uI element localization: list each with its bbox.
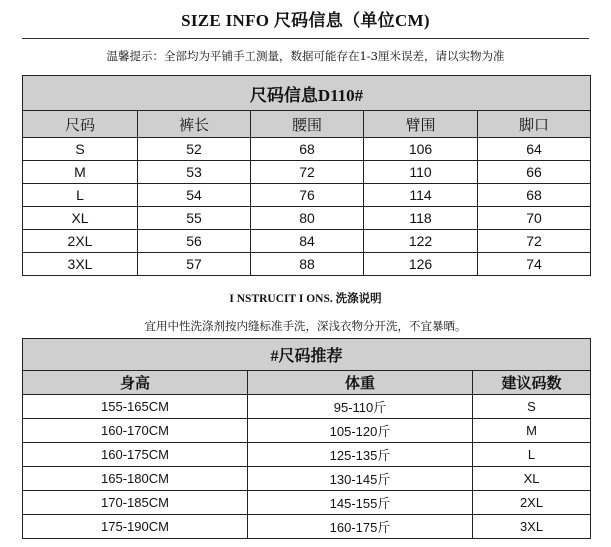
table-row: [23, 443, 591, 467]
rec-table-header: 体重: [248, 371, 473, 395]
hem-cell: 68: [478, 184, 591, 207]
hem-cell: 70: [478, 207, 591, 230]
height-cell: 165-180CM: [23, 467, 248, 491]
length-cell: 54: [138, 184, 251, 207]
length-cell: 56: [138, 230, 251, 253]
table-row: [23, 491, 591, 515]
suggested-size-cell: XL: [473, 467, 591, 491]
hem-cell: 66: [478, 161, 591, 184]
length-cell: 55: [138, 207, 251, 230]
suggested-size-cell: 2XL: [473, 491, 591, 515]
rec-table-caption-row: [23, 339, 591, 371]
waist-cell: 72: [251, 161, 364, 184]
size-cell: XL: [23, 207, 138, 230]
size-cell: M: [23, 161, 138, 184]
waist-cell: 88: [251, 253, 364, 276]
suggested-size-cell: L: [473, 443, 591, 467]
height-cell: 175-190CM: [23, 515, 248, 539]
waist-cell: 68: [251, 138, 364, 161]
table-row: [23, 467, 591, 491]
suggested-size-cell: 3XL: [473, 515, 591, 539]
rec-table-header: 建议码数: [473, 371, 591, 395]
hem-cell: 72: [478, 230, 591, 253]
table-row: [23, 253, 591, 276]
size-table-caption-row: [23, 76, 591, 111]
height-cell: 155-165CM: [23, 395, 248, 419]
hip-cell: 122: [364, 230, 478, 253]
size-table-header-row: [23, 111, 591, 138]
hip-cell: 114: [364, 184, 478, 207]
hem-cell: 64: [478, 138, 591, 161]
suggested-size-cell: S: [473, 395, 591, 419]
table-row: [23, 138, 591, 161]
length-cell: 57: [138, 253, 251, 276]
size-cell: 3XL: [23, 253, 138, 276]
waist-cell: 76: [251, 184, 364, 207]
wash-instructions: 宜用中性洗涤剂按内缝标准手洗，深浅衣物分开洗，不宜暴晒。: [144, 319, 467, 333]
page-title: SIZE INFO 尺码信息（单位CM): [181, 11, 430, 30]
size-info-table: [22, 75, 591, 276]
hip-cell: 106: [364, 138, 478, 161]
height-cell: 160-175CM: [23, 443, 248, 467]
length-cell: 53: [138, 161, 251, 184]
table-row: [23, 419, 591, 443]
size-cell: S: [23, 138, 138, 161]
table-row: [23, 184, 591, 207]
instructions-title: I NSTRUCIT I ONS. 洗涤说明: [229, 293, 382, 305]
size-table-header: 裤长: [138, 111, 251, 138]
waist-cell: 84: [251, 230, 364, 253]
weight-cell: 160-175斤: [248, 515, 473, 539]
size-table-header: 臂围: [364, 111, 478, 138]
size-table-header: 腰围: [251, 111, 364, 138]
height-cell: 170-185CM: [23, 491, 248, 515]
measurement-hint: 温馨提示：全部均为平铺手工测量，数据可能存在1-3厘米误差，请以实物为准: [106, 49, 505, 63]
weight-cell: 105-120斤: [248, 419, 473, 443]
suggested-size-cell: M: [473, 419, 591, 443]
size-table-header: 尺码: [23, 111, 138, 138]
size-cell: 2XL: [23, 230, 138, 253]
table-row: [23, 395, 591, 419]
size-table-caption: 尺码信息D110#: [23, 76, 591, 111]
weight-cell: 95-110斤: [248, 395, 473, 419]
table-row: [23, 230, 591, 253]
rec-table-caption: #尺码推荐: [23, 339, 591, 371]
weight-cell: 145-155斤: [248, 491, 473, 515]
hip-cell: 126: [364, 253, 478, 276]
table-row: [23, 515, 591, 539]
title-divider: [22, 38, 589, 39]
size-cell: L: [23, 184, 138, 207]
waist-cell: 80: [251, 207, 364, 230]
size-recommendation-table: [22, 338, 591, 539]
weight-cell: 130-145斤: [248, 467, 473, 491]
hem-cell: 74: [478, 253, 591, 276]
rec-table-header: 身高: [23, 371, 248, 395]
size-table-header: 脚口: [478, 111, 591, 138]
rec-table-header-row: [23, 371, 591, 395]
length-cell: 52: [138, 138, 251, 161]
hip-cell: 118: [364, 207, 478, 230]
height-cell: 160-170CM: [23, 419, 248, 443]
weight-cell: 125-135斤: [248, 443, 473, 467]
table-row: [23, 161, 591, 184]
table-row: [23, 207, 591, 230]
hip-cell: 110: [364, 161, 478, 184]
